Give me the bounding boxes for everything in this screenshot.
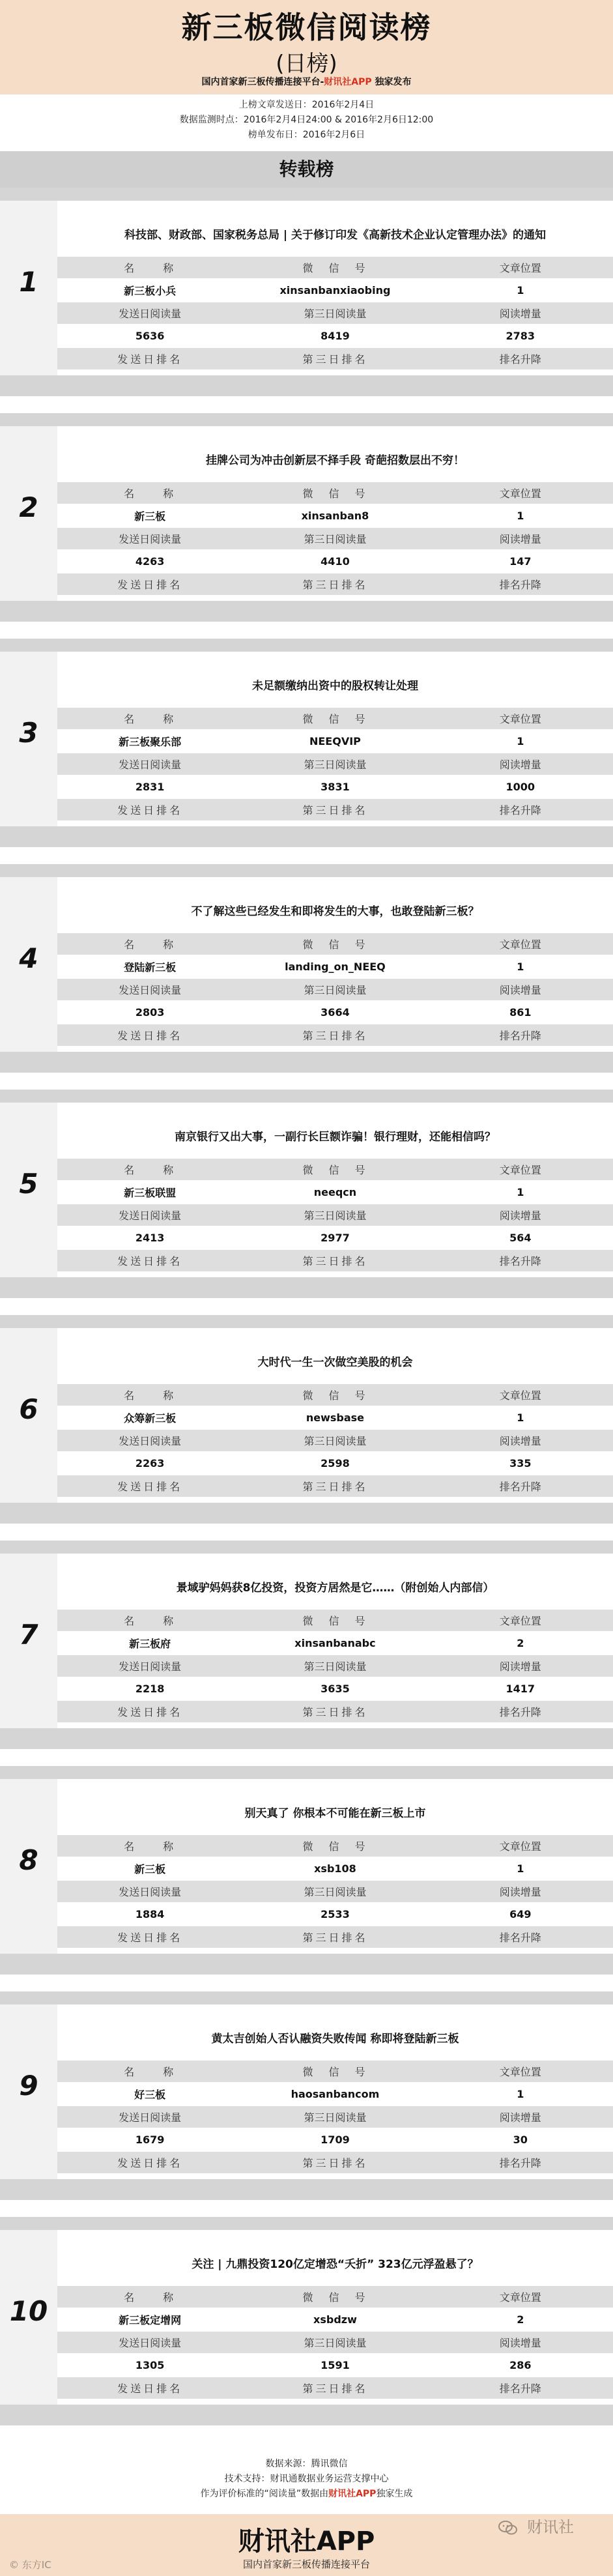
label-rank-change: 排名升降 bbox=[428, 1475, 613, 1497]
footer-tagline: 国内首家新三板传播连接平台 bbox=[242, 2558, 370, 2570]
label-read-increase: 阅读增量 bbox=[428, 1655, 613, 1677]
entry-top-strip bbox=[0, 1766, 613, 1779]
article-position: 2 bbox=[428, 1632, 613, 1654]
entry-bottom-strip bbox=[0, 1503, 613, 1524]
label-position: 文章位置 bbox=[428, 2286, 613, 2308]
entry-rank-number: 4 bbox=[19, 942, 38, 974]
entry-article-title: 关注 | 九鼎投资120亿定增恐“夭折” 323亿元浮盈悬了？ bbox=[192, 2258, 479, 2271]
label-position: 文章位置 bbox=[428, 708, 613, 729]
label-row-account bbox=[57, 2061, 613, 2082]
label-read-day3: 第三日阅读量 bbox=[242, 979, 427, 1000]
label-rank-send: 发送日排名 bbox=[57, 2377, 242, 2399]
read-increase-value: 335 bbox=[428, 1453, 613, 1474]
label-row-reads bbox=[57, 1430, 613, 1451]
label-name: 名 称 bbox=[57, 1159, 242, 1180]
label-position: 文章位置 bbox=[428, 1610, 613, 1631]
read-increase-value: 147 bbox=[428, 551, 613, 572]
entry-stats-table bbox=[57, 255, 613, 394]
wechat-id: xsb108 bbox=[242, 1858, 427, 1879]
ranking-entry bbox=[0, 639, 613, 847]
read-send-value: 2263 bbox=[57, 1453, 242, 1474]
label-rank-day3: 第三日排名 bbox=[242, 1926, 427, 1948]
read-send-value: 2413 bbox=[57, 1227, 242, 1249]
read-day3-value: 3635 bbox=[242, 1678, 427, 1700]
label-position: 文章位置 bbox=[428, 2061, 613, 2082]
label-row-reads bbox=[57, 1881, 613, 1902]
label-rank-send: 发送日排名 bbox=[57, 799, 242, 820]
read-send-value: 1305 bbox=[57, 2354, 242, 2376]
label-read-day3: 第三日阅读量 bbox=[242, 1881, 427, 1902]
entry-stats-table bbox=[57, 706, 613, 845]
label-rank-day3: 第三日排名 bbox=[242, 1475, 427, 1497]
value-row-account bbox=[57, 1858, 613, 1879]
read-day3-value: 2977 bbox=[242, 1227, 427, 1249]
read-increase-value: 2783 bbox=[428, 325, 613, 347]
publisher-brand: 财讯社APP bbox=[324, 77, 372, 87]
entry-stats-table bbox=[57, 1834, 613, 1972]
entry-bottom-strip bbox=[0, 2405, 613, 2425]
read-increase-value: 564 bbox=[428, 1227, 613, 1249]
label-row-ranks bbox=[57, 799, 613, 820]
entry-top-strip bbox=[0, 1315, 613, 1328]
value-row-reads bbox=[57, 1453, 613, 1474]
entry-stats-table bbox=[57, 2059, 613, 2197]
account-name: 新三板聚乐部 bbox=[57, 731, 242, 752]
account-name: 新三板 bbox=[57, 505, 242, 527]
entry-top-strip bbox=[0, 188, 613, 201]
entry-article-title: 大时代一生一次做空美股的机会 bbox=[257, 1356, 413, 1369]
label-row-account bbox=[57, 708, 613, 729]
label-read-day3: 第三日阅读量 bbox=[242, 2332, 427, 2353]
label-name: 名 称 bbox=[57, 1384, 242, 1406]
label-read-increase: 阅读增量 bbox=[428, 979, 613, 1000]
value-row-reads bbox=[57, 2129, 613, 2150]
label-rank-send: 发送日排名 bbox=[57, 348, 242, 369]
entry-rank-number: 1 bbox=[19, 266, 38, 298]
account-name: 新三板 bbox=[57, 1858, 242, 1879]
watermark-right bbox=[498, 2514, 574, 2537]
value-row-reads bbox=[57, 1002, 613, 1023]
label-name: 名 称 bbox=[57, 708, 242, 729]
read-increase-value: 649 bbox=[428, 1903, 613, 1925]
article-position: 1 bbox=[428, 731, 613, 752]
article-position: 2 bbox=[428, 2309, 613, 2330]
entry-article-title: 未足额缴纳出资中的股权转让处理 bbox=[252, 680, 418, 693]
entry-top-strip bbox=[0, 2217, 613, 2230]
label-position: 文章位置 bbox=[428, 1384, 613, 1406]
label-rank-send: 发送日排名 bbox=[57, 1926, 242, 1948]
footer-support: 技术支持：财讯通数据业务运营支撑中心 bbox=[224, 2474, 389, 2484]
ranking-entry bbox=[0, 864, 613, 1073]
label-wechat: 微 信 号 bbox=[242, 257, 427, 278]
value-row-reads bbox=[57, 776, 613, 798]
entry-stats-table bbox=[57, 1383, 613, 1521]
wechat-id: neeqcn bbox=[242, 1181, 427, 1203]
label-row-ranks bbox=[57, 348, 613, 369]
label-read-day3: 第三日阅读量 bbox=[242, 753, 427, 775]
label-row-ranks bbox=[57, 1024, 613, 1046]
label-read-increase: 阅读增量 bbox=[428, 528, 613, 549]
label-read-day3: 第三日阅读量 bbox=[242, 1204, 427, 1226]
watermark-right-text: 财讯社 bbox=[527, 2518, 574, 2536]
value-row-account bbox=[57, 2083, 613, 2105]
entry-bottom-strip bbox=[0, 601, 613, 622]
ranking-entry bbox=[0, 1315, 613, 1524]
label-row-reads bbox=[57, 302, 613, 324]
entry-bottom-strip bbox=[0, 375, 613, 396]
section-title: 转载榜 bbox=[0, 151, 613, 188]
label-read-send: 发送日阅读量 bbox=[57, 1655, 242, 1677]
wechat-id: xinsanbanxiaobing bbox=[242, 280, 427, 301]
label-read-send: 发送日阅读量 bbox=[57, 302, 242, 324]
entry-rank-number: 6 bbox=[19, 1393, 38, 1425]
read-increase-value: 286 bbox=[428, 2354, 613, 2376]
value-row-reads bbox=[57, 1227, 613, 1249]
wechat-id: xsbdzw bbox=[242, 2309, 427, 2330]
label-row-account bbox=[57, 933, 613, 955]
account-name: 众筹新三板 bbox=[57, 1407, 242, 1428]
label-name: 名 称 bbox=[57, 2061, 242, 2082]
label-wechat: 微 信 号 bbox=[242, 2061, 427, 2082]
wechat-id: haosanbancom bbox=[242, 2083, 427, 2105]
account-name: 登陆新三板 bbox=[57, 956, 242, 977]
footer-note-prefix: 作为评价标准的“阅读量”数据由 bbox=[200, 2489, 329, 2499]
label-rank-change: 排名升降 bbox=[428, 1701, 613, 1722]
label-rank-day3: 第三日排名 bbox=[242, 2377, 427, 2399]
label-row-account bbox=[57, 1835, 613, 1857]
label-rank-send: 发送日排名 bbox=[57, 1475, 242, 1497]
entry-stats-table bbox=[57, 1157, 613, 1295]
wechat-id: NEEQVIP bbox=[242, 731, 427, 752]
value-row-reads bbox=[57, 2354, 613, 2376]
read-day3-value: 1709 bbox=[242, 2129, 427, 2150]
footer-note-suffix: 独家生成 bbox=[376, 2489, 413, 2499]
value-row-account bbox=[57, 1407, 613, 1428]
entry-stats-table bbox=[57, 481, 613, 619]
ranking-entry bbox=[0, 1766, 613, 1975]
publisher-prefix: 国内首家新三板传播连接平台- bbox=[201, 77, 324, 87]
label-rank-day3: 第三日排名 bbox=[242, 1024, 427, 1046]
label-read-increase: 阅读增量 bbox=[428, 2332, 613, 2353]
label-read-increase: 阅读增量 bbox=[428, 1881, 613, 1902]
label-row-reads bbox=[57, 1204, 613, 1226]
label-row-reads bbox=[57, 2332, 613, 2353]
label-read-day3: 第三日阅读量 bbox=[242, 528, 427, 549]
label-rank-send: 发送日排名 bbox=[57, 573, 242, 595]
entry-stats-table bbox=[57, 932, 613, 1070]
entry-article-title: 科技部、财政部、国家税务总局 | 关于修订印发《高新技术企业认定管理办法》的通知 bbox=[124, 229, 547, 242]
label-read-send: 发送日阅读量 bbox=[57, 2332, 242, 2353]
value-row-account bbox=[57, 731, 613, 752]
label-rank-send: 发送日排名 bbox=[57, 1701, 242, 1722]
label-wechat: 微 信 号 bbox=[242, 1610, 427, 1631]
label-wechat: 微 信 号 bbox=[242, 1835, 427, 1857]
read-increase-value: 1417 bbox=[428, 1678, 613, 1700]
page-title: 新三板微信阅读榜 bbox=[181, 10, 432, 45]
entry-top-strip bbox=[0, 1090, 613, 1103]
label-row-account bbox=[57, 1384, 613, 1406]
entry-bottom-strip bbox=[0, 2179, 613, 2200]
label-name: 名 称 bbox=[57, 933, 242, 955]
account-name: 新三板定增网 bbox=[57, 2309, 242, 2330]
label-wechat: 微 信 号 bbox=[242, 933, 427, 955]
read-day3-value: 4410 bbox=[242, 551, 427, 572]
meta-list-date: 榜单发布日：2016年2月6日 bbox=[248, 130, 365, 140]
label-rank-day3: 第三日排名 bbox=[242, 1701, 427, 1722]
label-rank-day3: 第三日排名 bbox=[242, 1250, 427, 1271]
label-row-ranks bbox=[57, 2152, 613, 2173]
label-name: 名 称 bbox=[57, 2286, 242, 2308]
read-day3-value: 2598 bbox=[242, 1453, 427, 1474]
label-read-send: 发送日阅读量 bbox=[57, 1204, 242, 1226]
entry-rank-number: 10 bbox=[9, 2295, 48, 2327]
label-row-account bbox=[57, 1610, 613, 1631]
entry-rank-number: 8 bbox=[19, 1844, 38, 1876]
watermark-left: © 东方IC bbox=[9, 2559, 51, 2571]
label-rank-change: 排名升降 bbox=[428, 2377, 613, 2399]
label-read-send: 发送日阅读量 bbox=[57, 979, 242, 1000]
footer-note-brand: 财讯社APP bbox=[328, 2489, 377, 2499]
label-row-account bbox=[57, 257, 613, 278]
read-send-value: 2831 bbox=[57, 776, 242, 798]
entry-bottom-strip bbox=[0, 1277, 613, 1298]
read-send-value: 5636 bbox=[57, 325, 242, 347]
entry-rank-number: 3 bbox=[19, 717, 38, 749]
entry-stats-table bbox=[57, 2285, 613, 2423]
entry-article-title: 别天真了 你根本不可能在新三板上市 bbox=[244, 1807, 426, 1820]
value-row-account bbox=[57, 1181, 613, 1203]
label-rank-change: 排名升降 bbox=[428, 348, 613, 369]
read-increase-value: 861 bbox=[428, 1002, 613, 1023]
entry-stats-table bbox=[57, 1608, 613, 1746]
value-row-reads bbox=[57, 1678, 613, 1700]
label-read-increase: 阅读增量 bbox=[428, 2106, 613, 2128]
label-wechat: 微 信 号 bbox=[242, 2286, 427, 2308]
label-read-day3: 第三日阅读量 bbox=[242, 2106, 427, 2128]
read-day3-value: 3664 bbox=[242, 1002, 427, 1023]
article-position: 1 bbox=[428, 1858, 613, 1879]
value-row-account bbox=[57, 2309, 613, 2330]
label-rank-change: 排名升降 bbox=[428, 1250, 613, 1271]
label-rank-send: 发送日排名 bbox=[57, 1024, 242, 1046]
label-read-increase: 阅读增量 bbox=[428, 753, 613, 775]
label-row-account bbox=[57, 1159, 613, 1180]
label-rank-day3: 第三日排名 bbox=[242, 348, 427, 369]
meta-publish-date: 上榜文章发送日：2016年2月4日 bbox=[238, 100, 375, 110]
entry-article-title: 南京银行又出大事，一副行长巨额诈骗！银行理财，还能相信吗？ bbox=[175, 1131, 496, 1144]
label-name: 名 称 bbox=[57, 257, 242, 278]
read-send-value: 4263 bbox=[57, 551, 242, 572]
label-read-increase: 阅读增量 bbox=[428, 1430, 613, 1451]
label-rank-change: 排名升降 bbox=[428, 1024, 613, 1046]
read-day3-value: 2533 bbox=[242, 1903, 427, 1925]
label-read-day3: 第三日阅读量 bbox=[242, 1655, 427, 1677]
read-send-value: 2218 bbox=[57, 1678, 242, 1700]
value-row-reads bbox=[57, 1903, 613, 1925]
label-position: 文章位置 bbox=[428, 1835, 613, 1857]
label-read-send: 发送日阅读量 bbox=[57, 753, 242, 775]
value-row-reads bbox=[57, 325, 613, 347]
label-row-reads bbox=[57, 1655, 613, 1677]
read-send-value: 1679 bbox=[57, 2129, 242, 2150]
ranking-entry bbox=[0, 1991, 613, 2200]
label-read-send: 发送日阅读量 bbox=[57, 1881, 242, 1902]
entry-bottom-strip bbox=[0, 826, 613, 847]
label-read-day3: 第三日阅读量 bbox=[242, 302, 427, 324]
label-read-send: 发送日阅读量 bbox=[57, 2106, 242, 2128]
ranking-entry bbox=[0, 413, 613, 622]
label-row-reads bbox=[57, 979, 613, 1000]
label-row-ranks bbox=[57, 1926, 613, 1948]
account-name: 新三板府 bbox=[57, 1632, 242, 1654]
value-row-account bbox=[57, 956, 613, 977]
read-day3-value: 8419 bbox=[242, 325, 427, 347]
label-rank-day3: 第三日排名 bbox=[242, 799, 427, 820]
label-wechat: 微 信 号 bbox=[242, 708, 427, 729]
label-row-ranks bbox=[57, 1701, 613, 1722]
entry-bottom-strip bbox=[0, 1052, 613, 1073]
label-row-ranks bbox=[57, 1250, 613, 1271]
label-row-ranks bbox=[57, 1475, 613, 1497]
label-read-increase: 阅读增量 bbox=[428, 1204, 613, 1226]
ranking-entry bbox=[0, 1541, 613, 1749]
article-position: 1 bbox=[428, 1181, 613, 1203]
publisher-suffix: 独家发布 bbox=[375, 77, 412, 87]
label-name: 名 称 bbox=[57, 1610, 242, 1631]
publisher-line bbox=[0, 75, 613, 88]
wechat-icon bbox=[498, 2521, 518, 2535]
entry-top-strip bbox=[0, 864, 613, 877]
label-row-reads bbox=[57, 753, 613, 775]
label-rank-send: 发送日排名 bbox=[57, 1250, 242, 1271]
label-wechat: 微 信 号 bbox=[242, 1159, 427, 1180]
ranking-entry bbox=[0, 188, 613, 396]
wechat-id: newsbase bbox=[242, 1407, 427, 1428]
article-position: 1 bbox=[428, 2083, 613, 2105]
value-row-account bbox=[57, 1632, 613, 1654]
entry-article-title: 黄太吉创始人否认融资失败传闻 称即将登陆新三板 bbox=[211, 2033, 459, 2046]
account-name: 好三板 bbox=[57, 2083, 242, 2105]
label-rank-send: 发送日排名 bbox=[57, 2152, 242, 2173]
wechat-id: xinsanban8 bbox=[242, 505, 427, 527]
read-increase-value: 1000 bbox=[428, 776, 613, 798]
label-rank-day3: 第三日排名 bbox=[242, 573, 427, 595]
footer-app-name: 财讯社APP bbox=[238, 2526, 375, 2556]
article-position: 1 bbox=[428, 956, 613, 977]
ranking-entry bbox=[0, 2217, 613, 2425]
read-send-value: 2803 bbox=[57, 1002, 242, 1023]
label-rank-change: 排名升降 bbox=[428, 1926, 613, 1948]
label-row-account bbox=[57, 2286, 613, 2308]
label-position: 文章位置 bbox=[428, 257, 613, 278]
account-name: 新三板联盟 bbox=[57, 1181, 242, 1203]
entry-top-strip bbox=[0, 413, 613, 426]
entry-rank-number: 5 bbox=[19, 1168, 38, 1200]
label-name: 名 称 bbox=[57, 482, 242, 504]
article-position: 1 bbox=[428, 280, 613, 301]
value-row-account bbox=[57, 505, 613, 527]
label-wechat: 微 信 号 bbox=[242, 482, 427, 504]
meta-monitor-period: 数据监测时点：2016年2月4日24:00 & 2016年2月6日12:00 bbox=[179, 115, 434, 125]
entry-top-strip bbox=[0, 1541, 613, 1554]
label-read-increase: 阅读增量 bbox=[428, 302, 613, 324]
label-row-account bbox=[57, 482, 613, 504]
entry-top-strip bbox=[0, 1991, 613, 2004]
label-position: 文章位置 bbox=[428, 1159, 613, 1180]
label-rank-day3: 第三日排名 bbox=[242, 2152, 427, 2173]
account-name: 新三板小兵 bbox=[57, 280, 242, 301]
label-rank-change: 排名升降 bbox=[428, 573, 613, 595]
label-row-ranks bbox=[57, 2377, 613, 2399]
read-increase-value: 30 bbox=[428, 2129, 613, 2150]
label-position: 文章位置 bbox=[428, 482, 613, 504]
read-send-value: 1884 bbox=[57, 1903, 242, 1925]
value-row-reads bbox=[57, 551, 613, 572]
label-row-ranks bbox=[57, 573, 613, 595]
wechat-id: landing_on_NEEQ bbox=[242, 956, 427, 977]
label-position: 文章位置 bbox=[428, 933, 613, 955]
entry-article-title: 挂牌公司为冲击创新层不择手段 奇葩招数层出不穷！ bbox=[206, 454, 464, 467]
read-day3-value: 1591 bbox=[242, 2354, 427, 2376]
read-day3-value: 3831 bbox=[242, 776, 427, 798]
label-read-day3: 第三日阅读量 bbox=[242, 1430, 427, 1451]
label-wechat: 微 信 号 bbox=[242, 1384, 427, 1406]
entry-top-strip bbox=[0, 639, 613, 652]
label-rank-change: 排名升降 bbox=[428, 2152, 613, 2173]
label-row-reads bbox=[57, 2106, 613, 2128]
article-position: 1 bbox=[428, 505, 613, 527]
label-read-send: 发送日阅读量 bbox=[57, 528, 242, 549]
label-name: 名 称 bbox=[57, 1835, 242, 1857]
ranking-entry bbox=[0, 1090, 613, 1298]
label-read-send: 发送日阅读量 bbox=[57, 1430, 242, 1451]
footer-note bbox=[0, 2487, 613, 2500]
header-banner bbox=[0, 0, 613, 94]
label-rank-change: 排名升降 bbox=[428, 799, 613, 820]
entry-rank-number: 9 bbox=[19, 2070, 38, 2102]
footer-source: 数据来源：腾讯微信 bbox=[265, 2459, 348, 2469]
entry-article-title: 景域驴妈妈获8亿投资，投资方居然是它……（附创始人内部信） bbox=[176, 1582, 494, 1595]
entry-rank-number: 2 bbox=[19, 491, 38, 523]
entry-bottom-strip bbox=[0, 1728, 613, 1749]
article-position: 1 bbox=[428, 1407, 613, 1428]
entry-bottom-strip bbox=[0, 1954, 613, 1975]
page-subtitle: (日榜) bbox=[276, 51, 337, 77]
label-row-reads bbox=[57, 528, 613, 549]
wechat-id: xinsanbanabc bbox=[242, 1632, 427, 1654]
entry-rank-number: 7 bbox=[19, 1619, 38, 1651]
entry-article-title: 不了解这些已经发生和即将发生的大事，也敢登陆新三板？ bbox=[191, 905, 479, 918]
value-row-account bbox=[57, 280, 613, 301]
